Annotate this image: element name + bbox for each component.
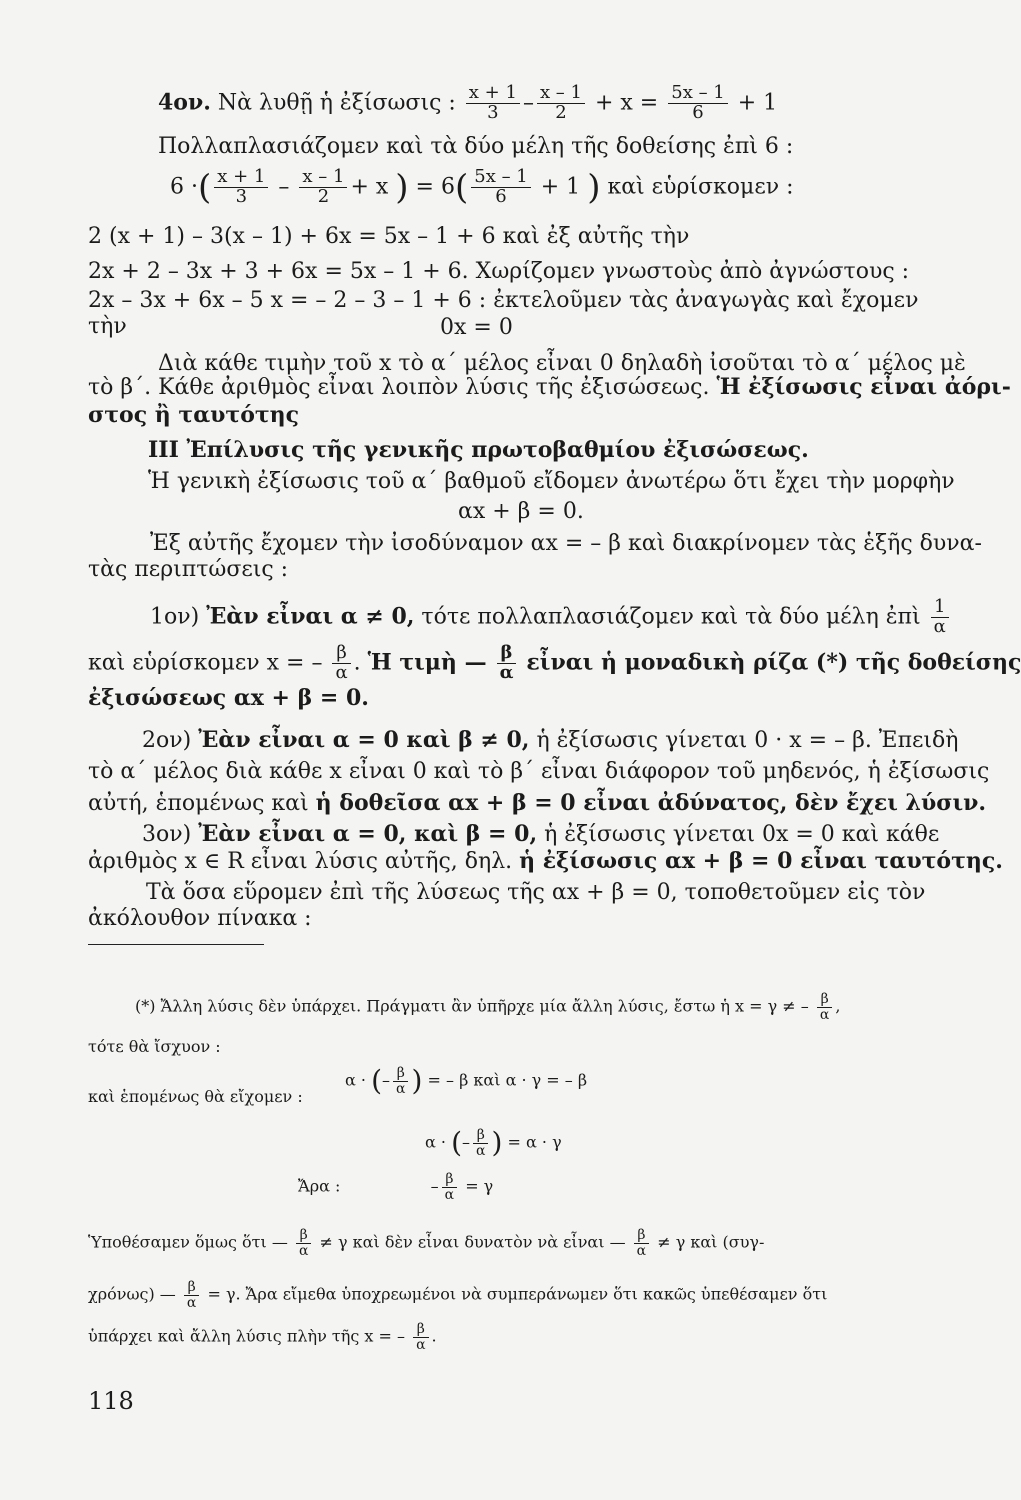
fraction	[537, 84, 585, 123]
operator: –	[278, 174, 290, 200]
bold-text-line: στος ἢ ταυτότης	[88, 402, 300, 428]
denominator: 2	[555, 101, 567, 123]
denominator: 6	[495, 185, 507, 207]
text-span: Ἄρα :	[298, 1176, 341, 1196]
numerator: β	[497, 644, 517, 664]
numerator: 1	[931, 598, 949, 618]
bold-text: ἡ ἐξίσωσις αx + β = 0 εἶναι ταυτότης.	[519, 848, 1003, 874]
denominator: α	[298, 1242, 309, 1259]
denominator: α	[335, 661, 348, 683]
text-line: Διὰ κάθε τιμὴν τοῦ x τὸ α΄ μέλος εἶναι 0 δηλαδὴ ἰσοῦται τὸ α΄ μέλος μὲ	[158, 351, 966, 376]
text-span: χρόνως) —	[88, 1284, 176, 1304]
bold-text: εἶναι ἡ μοναδικὴ ρίζα (*) τῆς δοθείσης	[526, 649, 1021, 676]
numerator: β	[296, 1228, 311, 1244]
numerator: x – 1	[299, 168, 347, 188]
text-span: ,	[835, 996, 841, 1016]
fraction	[466, 84, 520, 123]
fraction	[471, 168, 531, 207]
exercise-statement	[158, 84, 777, 123]
text-line: Τὰ ὅσα εὕρομεν ἐπὶ τῆς λύσεως τῆς αx + β = 0, τοποθετοῦμεν εἰς τὸν	[146, 880, 926, 905]
operator: –	[462, 1132, 471, 1152]
text-span: ὑπάρχει καὶ ἄλλη λύσις πλὴν τῆς x = –	[88, 1326, 405, 1346]
equation-line	[170, 168, 794, 207]
text-span: .	[431, 1326, 437, 1346]
text-span: Νὰ λυθῇ ἡ ἐξίσωσις :	[217, 90, 456, 116]
operator: –	[522, 90, 534, 116]
numerator: β	[817, 992, 832, 1008]
footnote-line	[135, 992, 840, 1022]
text-line: τὰς περιπτώσεις :	[88, 557, 289, 582]
case-two-line	[142, 726, 958, 755]
denominator: 6	[692, 101, 704, 123]
text-span: α ·	[425, 1132, 446, 1152]
equation-line: 0x = 0	[440, 315, 513, 340]
equation-line: αx + β = 0.	[458, 499, 584, 524]
numerator: β	[413, 1322, 428, 1338]
bold-text: Ἐὰν εἶναι α = 0 καὶ β ≠ 0,	[198, 727, 530, 753]
numerator: β	[332, 644, 350, 664]
numerator: 5x – 1	[471, 168, 531, 188]
footnote-line: καὶ ἑπομένως θὰ εἴχομεν :	[88, 1087, 303, 1106]
denominator: 3	[487, 101, 499, 123]
text-line	[88, 644, 1021, 683]
text-span: (*) Ἄλλη λύσις δὲν ὑπάρχει. Πράγματι ἂν ὑπῆρχε μία ἄλλη λύσις, ἔστω ἡ x = γ ≠ –	[135, 996, 809, 1016]
bold-text: Ἡ τιμὴ —	[367, 649, 487, 676]
text-span: .	[353, 650, 361, 676]
text-span: + 1	[540, 174, 581, 200]
numerator: x + 1	[466, 84, 520, 104]
text-line: τὸ α΄ μέλος διὰ κάθε x εἶναι 0 καὶ τὸ β΄ εἶναι διάφορον τοῦ μηδενός, ἡ ἐξίσωσις	[88, 759, 990, 784]
fraction	[413, 1322, 428, 1352]
text-line: ἀκόλουθον πίνακα :	[88, 906, 312, 931]
operator: –	[430, 1176, 439, 1196]
right-paren: )	[491, 1126, 503, 1160]
text-span: α ·	[345, 1070, 366, 1090]
text-span: 6 ·	[170, 174, 198, 200]
left-paren: (	[451, 1126, 463, 1160]
case-label: 2ον)	[142, 728, 192, 753]
footnote-equation	[425, 1128, 562, 1158]
fraction	[184, 1280, 199, 1310]
exercise-number: 4ον.	[158, 89, 211, 116]
fraction	[817, 992, 832, 1022]
denominator: α	[499, 661, 514, 683]
footnote-equation	[298, 1172, 493, 1202]
numerator: 5x – 1	[668, 84, 728, 104]
text-span: αὐτή, ἑπομένως καὶ	[88, 791, 309, 816]
numerator: β	[184, 1280, 199, 1296]
text-span: ≠ γ καὶ (συγ-	[657, 1232, 765, 1252]
text-span: = 6	[415, 174, 455, 200]
case-one-line	[150, 598, 952, 637]
fraction	[931, 598, 949, 637]
text-line: 2x + 2 – 3x + 3 + 6x = 5x – 1 + 6. Χωρίζομεν γνωστοὺς ἀπὸ ἀγνώστους :	[88, 259, 910, 284]
text-line: Ἐξ αὐτῆς ἔχομεν τὴν ἰσοδύναμον αx = – β καὶ διακρίνομεν τὰς ἑξῆς δυνα-	[150, 531, 982, 556]
fraction	[497, 644, 517, 683]
denominator: α	[819, 1006, 830, 1023]
fraction	[473, 1128, 488, 1158]
text-span: + x	[350, 174, 389, 200]
text-span: + 1	[737, 90, 778, 116]
bold-text: Ἐὰν εἶναι α = 0, καὶ β = 0,	[198, 821, 538, 847]
numerator: x – 1	[537, 84, 585, 104]
operator: –	[382, 1070, 391, 1090]
right-paren: )	[587, 167, 601, 208]
fraction	[442, 1172, 457, 1202]
fraction	[668, 84, 728, 123]
text-span: ≠ γ καὶ δὲν εἶναι δυνατὸν νὰ εἶναι —	[319, 1232, 626, 1252]
denominator: 2	[317, 185, 330, 207]
footnote-line	[88, 1280, 827, 1310]
left-paren: (	[454, 167, 469, 208]
text-line: 2x – 3x + 6x – 5 x = – 2 – 3 – 1 + 6 : ἐκτελοῦμεν τὰς ἀναγωγὰς καὶ ἔχομεν	[88, 288, 919, 313]
numerator: β	[393, 1066, 408, 1082]
text-span: ἡ ἐξίσωσις γίνεται 0x = 0 καὶ κάθε	[544, 822, 940, 847]
fraction	[299, 168, 347, 207]
text-line	[88, 847, 1003, 876]
fraction	[634, 1228, 649, 1258]
case-label: 3ον)	[142, 822, 192, 847]
text-line: Ἡ γενικὴ ἐξίσωσις τοῦ α΄ βαθμοῦ εἴδομεν ἀνωτέρω ὅτι ἔχει τὴν μορφὴν	[148, 469, 955, 494]
text-span: = γ	[465, 1176, 494, 1196]
text-span: = – β καὶ α · γ = – β	[427, 1070, 588, 1090]
text-span: τότε πολλαπλασιάζομεν καὶ τὰ δύο μέλη ἐπὶ	[421, 604, 921, 630]
denominator: α	[476, 1142, 486, 1159]
bold-text: ἡ δοθεῖσα αx + β = 0 εἶναι ἀδύνατος, δὲν ἔχει λύσιν.	[315, 790, 987, 816]
denominator: α	[416, 1336, 426, 1353]
text-span: ἀριθμὸς x ∈ R εἶναι λύσις αὐτῆς, δηλ.	[88, 849, 513, 874]
denominator: α	[933, 615, 946, 637]
fraction	[393, 1066, 408, 1096]
right-paren: )	[411, 1064, 423, 1098]
footnote-line	[88, 1228, 764, 1258]
text-span: καὶ εὑρίσκομεν :	[607, 174, 794, 200]
case-label: 1ον)	[150, 604, 200, 630]
denominator: 3	[235, 185, 248, 207]
text-span: + x =	[594, 90, 659, 116]
fraction	[332, 644, 350, 683]
page-number: 118	[88, 1387, 134, 1415]
right-paren: )	[395, 167, 409, 208]
fraction	[296, 1228, 311, 1258]
text-span: = α · γ	[507, 1132, 562, 1152]
text-span: ἡ ἐξίσωσις γίνεται 0 · x = – β. Ἐπειδὴ	[536, 728, 959, 753]
text-line: τὴν	[88, 314, 127, 339]
footnote-divider	[88, 944, 264, 945]
case-three-line	[142, 820, 939, 849]
footnote-line	[88, 1322, 437, 1352]
numerator: β	[634, 1228, 649, 1244]
left-paren: (	[371, 1064, 383, 1098]
text-line: Πολλαπλασιάζομεν καὶ τὰ δύο μέλη τῆς δοθείσης ἐπὶ 6 :	[158, 134, 794, 159]
section-heading: III Ἐπίλυσις τῆς γενικῆς πρωτοβαθμίου ἐξισώσεως.	[148, 437, 809, 463]
bold-text: Ἡ ἐξίσωσις εἶναι ἀόρι-	[716, 374, 1011, 400]
text-line: 2 (x + 1) – 3(x – 1) + 6x = 5x – 1 + 6 καὶ ἐξ αὐτῆς τὴν	[88, 224, 690, 249]
text-span: τὸ β΄. Κάθε ἀριθμὸς εἶναι λοιπὸν λύσις τῆς ἐξισώσεως.	[88, 375, 710, 400]
text-span: = γ. Ἄρα εἴμεθα ὑποχρεωμένοι νὰ συμπεράνωμεν ὅτι κακῶς ὑπεθέσαμεν ὅτι	[207, 1284, 828, 1304]
text-span: Ὑποθέσαμεν ὅμως ὅτι —	[88, 1232, 288, 1252]
fraction	[214, 168, 268, 207]
text-line	[88, 373, 1011, 402]
numerator: β	[442, 1172, 457, 1188]
text-line	[88, 789, 986, 818]
bold-text: Ἐὰν εἶναι α ≠ 0,	[206, 603, 415, 630]
numerator: x + 1	[214, 168, 268, 188]
denominator: α	[636, 1242, 647, 1259]
text-span: καὶ εὑρίσκομεν x = –	[88, 650, 323, 676]
footnote-equation	[345, 1066, 587, 1096]
left-paren: (	[197, 167, 212, 208]
numerator: β	[473, 1128, 488, 1144]
bold-text-line: ἐξισώσεως αx + β = 0.	[88, 685, 369, 711]
denominator: α	[444, 1186, 455, 1203]
denominator: α	[396, 1080, 406, 1097]
denominator: α	[186, 1294, 197, 1311]
footnote-line: τότε θὰ ἴσχυον :	[88, 1037, 221, 1056]
